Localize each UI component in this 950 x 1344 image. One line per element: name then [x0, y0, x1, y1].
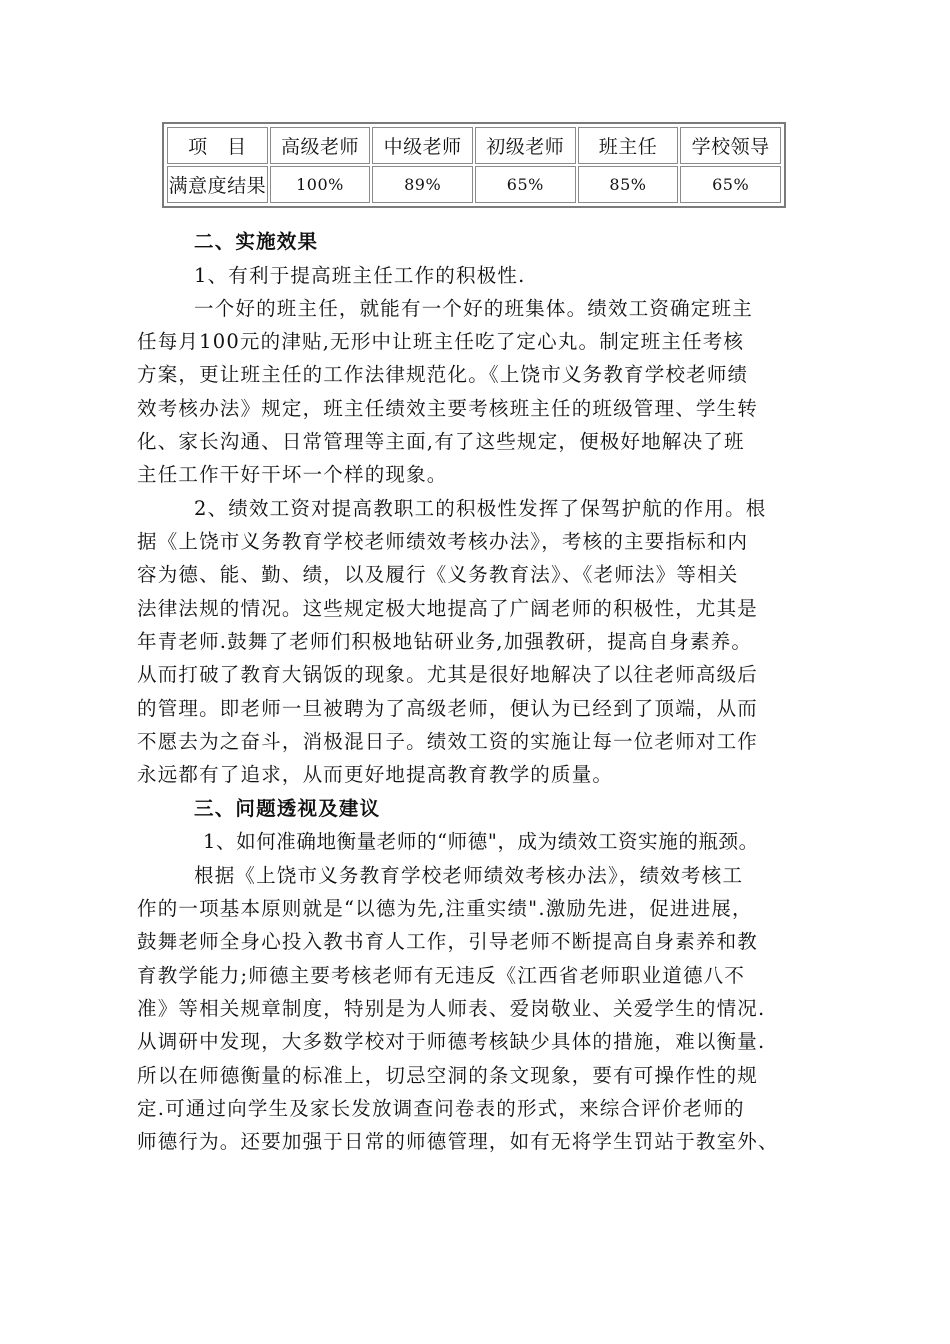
paragraph-line: 从而打破了教育大锅饭的现象。尤其是很好地解决了以往老师高级后	[137, 663, 759, 686]
table-cell: 89%	[372, 166, 473, 203]
paragraph-line: 方案，更让班主任的工作法律规范化。《上饶市义务教育学校老师绩	[137, 363, 749, 386]
table-header-cell: 学校领导	[680, 127, 781, 164]
table-header-cell: 初级老师	[475, 127, 576, 164]
paragraph-line: 任每月100元的津贴,无形中让班主任吃了定心丸。制定班主任考核	[137, 330, 745, 353]
satisfaction-table-grid	[165, 125, 783, 205]
table-row	[167, 166, 781, 203]
paragraph-line: 2、绩效工资对提高教职工的积极性发挥了保驾护航的作用。根	[194, 497, 767, 520]
paragraph-line: 年青老师.鼓舞了老师们积极地钻研业务,加强教研，提高自身素养。	[137, 630, 753, 653]
table-header-cell: 项 目	[167, 127, 268, 164]
table-cell: 65%	[680, 166, 781, 203]
paragraph-line: 准》等相关规章制度，特别是为人师表、爱岗敬业、关爱学生的情况.	[137, 997, 766, 1020]
table-cell: 100%	[270, 166, 371, 203]
paragraph-line: 的管理。即老师一旦被聘为了高级老师，便认为已经到了顶端，从而	[137, 697, 759, 720]
table-cell: 满意度结果	[167, 166, 268, 203]
paragraph-line: 1、有利于提高班主任工作的积极性.	[194, 264, 526, 287]
paragraph-line: 定.可通过向学生及家长发放调查问卷表的形式，来综合评价老师的	[137, 1097, 745, 1120]
section-heading: 三、问题透视及建议	[194, 797, 381, 820]
paragraph-line: 从调研中发现，大多数学校对于师德考核缺少具体的措施，难以衡量.	[137, 1030, 766, 1053]
paragraph-line: 效考核办法》规定，班主任绩效主要考核班主任的班级管理、学生转	[137, 397, 759, 420]
paragraph-line: 主任工作干好干坏一个样的现象。	[137, 463, 448, 486]
paragraph-line: 永远都有了追求，从而更好地提高教育教学的质量。	[137, 763, 614, 786]
table-cell: 65%	[475, 166, 576, 203]
table-header-cell: 中级老师	[372, 127, 473, 164]
table-header-row	[167, 127, 781, 164]
paragraph-line: 鼓舞老师全身心投入教书育人工作，引导老师不断提高自身素养和教	[137, 930, 759, 953]
paragraph-line: 法律法规的情况。这些规定极大地提高了广阔老师的积极性，尤其是	[137, 597, 759, 620]
paragraph-line: 作的一项基本原则就是“以德为先,注重实绩".激励先进，促进进展，	[137, 897, 753, 920]
paragraph-line: 不愿去为之奋斗，消极混日子。绩效工资的实施让每一位老师对工作	[137, 730, 759, 753]
paragraph-line: 一个好的班主任，就能有一个好的班集体。绩效工资确定班主	[194, 297, 753, 320]
paragraph-line: 育教学能力;师德主要考核老师有无违反《江西省老师职业道德八不	[137, 964, 746, 987]
paragraph-line: 据《上饶市义务教育学校老师绩效考核办法》，考核的主要指标和内	[137, 530, 749, 553]
table-header-cell: 高级老师	[270, 127, 371, 164]
section-heading: 二、实施效果	[194, 230, 319, 253]
paragraph-line: 容为德、能、勤、绩，以及履行《义务教育法》、《老师法》等相关	[137, 563, 739, 586]
table-cell: 85%	[578, 166, 679, 203]
paragraph-line: 根据《上饶市义务教育学校老师绩效考核办法》，绩效考核工	[194, 864, 744, 887]
paragraph-line: 所以在师德衡量的标准上，切忌空洞的条文现象，要有可操作性的规	[137, 1064, 759, 1087]
paragraph-line: 1、如何准确地衡量老师的“师德"，成为绩效工资实施的瓶颈。	[203, 830, 759, 853]
paragraph-line: 化、家长沟通、日常管理等主面,有了这些规定，便极好地解决了班	[137, 430, 745, 453]
paragraph-line: 师德行为。还要加强于日常的师德管理，如有无将学生罚站于教室外、	[137, 1130, 779, 1153]
table-header-cell: 班主任	[578, 127, 679, 164]
satisfaction-table	[162, 122, 786, 208]
